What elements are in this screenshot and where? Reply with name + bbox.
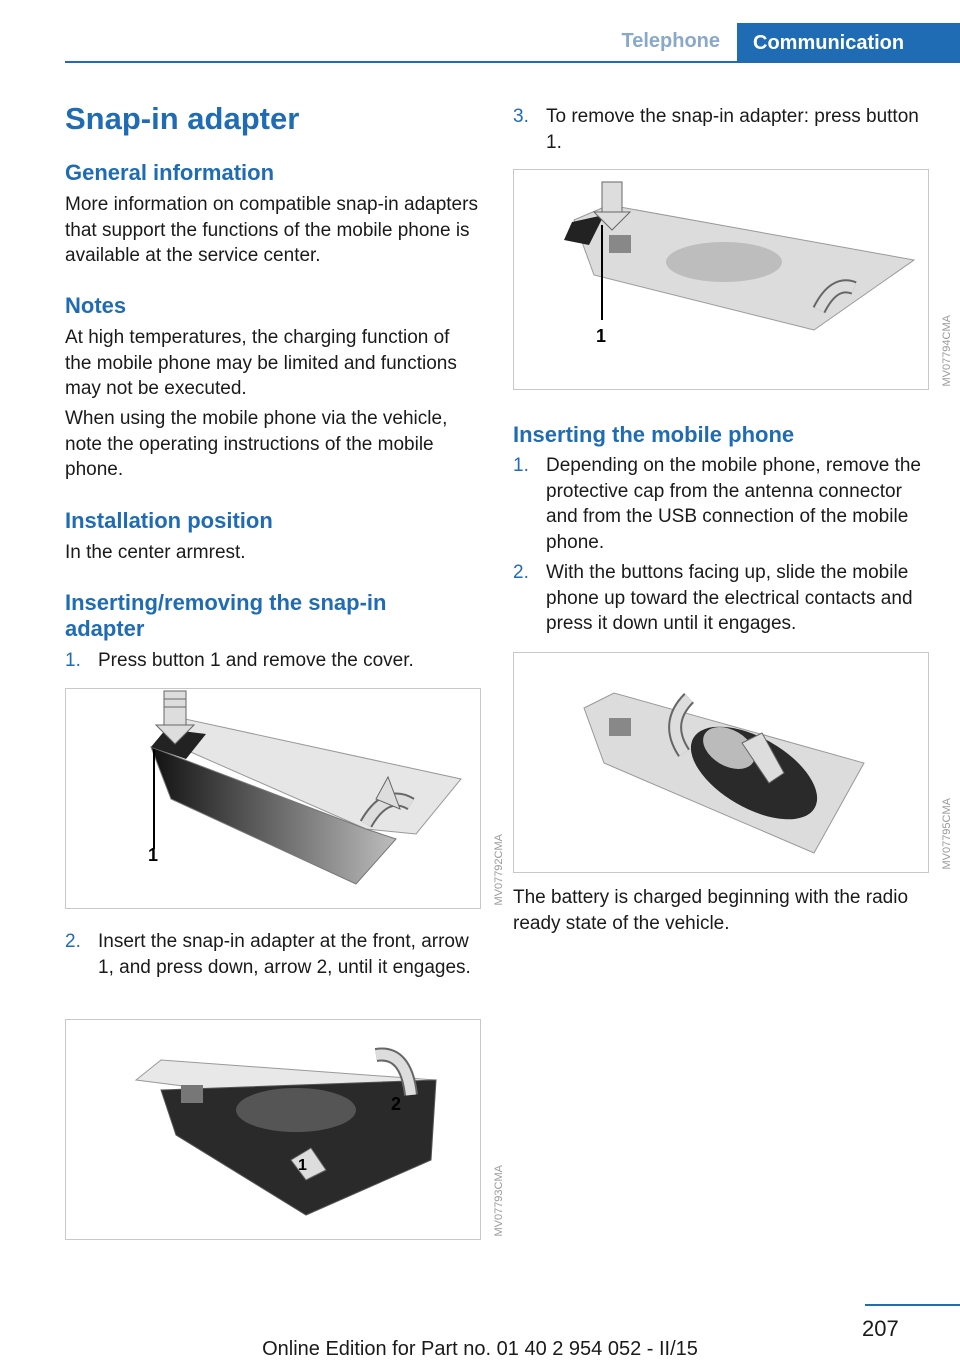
fig2-label-2: 2 [391,1094,402,1114]
list-number: 2. [513,562,529,583]
adapter-insert-illustration [66,1020,480,1239]
figure-remove-cover [65,688,505,909]
install-text: In the center armrest. [65,542,246,563]
list-number: 3. [513,106,529,127]
figure-code: MV07792CMA [493,834,505,906]
install-heading: Installation position [65,508,273,533]
phone-heading: Inserting the mobile phone [513,422,795,447]
armrest-cover-illustration [66,689,480,908]
figure-code: MV07795CMA [941,798,953,870]
battery-text: The battery is charged beginning with the radio ready state of the vehicle. [513,887,909,934]
page-title: Snap-in adapter [65,101,300,136]
figure-code: MV07793CMA [493,1165,505,1237]
list-text: Insert the snap-in adapter at the front, arrow 1, and press down, arrow 2, until it engages. [98,931,471,978]
list-text: To remove the snap-in adapter: press button 1. [546,106,919,153]
notes-text-2: When using the mobile phone via the vehicle, note the operating instructions of the mobile phone. [65,408,448,480]
list-text: Press button 1 and remove the cover. [98,650,414,671]
fig1-label: 1 [148,845,159,865]
figure-remove-adapter [513,169,953,390]
general-heading: General information [65,160,275,185]
footer-edition: Online Edition for Part no. 01 40 2 954 052 - II/15 [262,1338,698,1360]
header-section: Telephone [621,30,720,52]
header-rule [65,61,960,63]
list-text: Depending on the mobile phone, remove the protective cap from the antenna connector and from the USB connection of the mobile phone. [546,455,921,553]
figure-code: MV07794CMA [941,315,953,387]
adapter-remove-illustration [514,170,928,389]
page-number-rule [865,1304,960,1306]
notes-text-1: At high temperatures, the charging function of the mobile phone may be limited and functions may not be executed. [65,327,457,399]
fig2-label-1: 1 [298,1157,307,1174]
fig3-label: 1 [596,326,607,346]
insert-heading: Inserting/removing the snap-in adapter [65,590,387,641]
figure-insert-phone [513,652,953,873]
list-number: 1. [513,455,529,476]
general-text: More information on compatible snap-in adapters that support the functions of the mobile phone is available at the service center. [65,194,478,266]
notes-heading: Notes [65,293,127,318]
page-number: 207 [862,1316,899,1341]
header-chapter-tab: Communication [737,23,960,63]
list-text: With the buttons facing up, slide the mobile phone up toward the electrical contacts and press it down until it engages. [546,562,913,634]
phone-insert-illustration [514,653,928,872]
list-number: 2. [65,931,81,952]
list-number: 1. [65,650,81,671]
figure-insert-adapter [65,1019,505,1240]
